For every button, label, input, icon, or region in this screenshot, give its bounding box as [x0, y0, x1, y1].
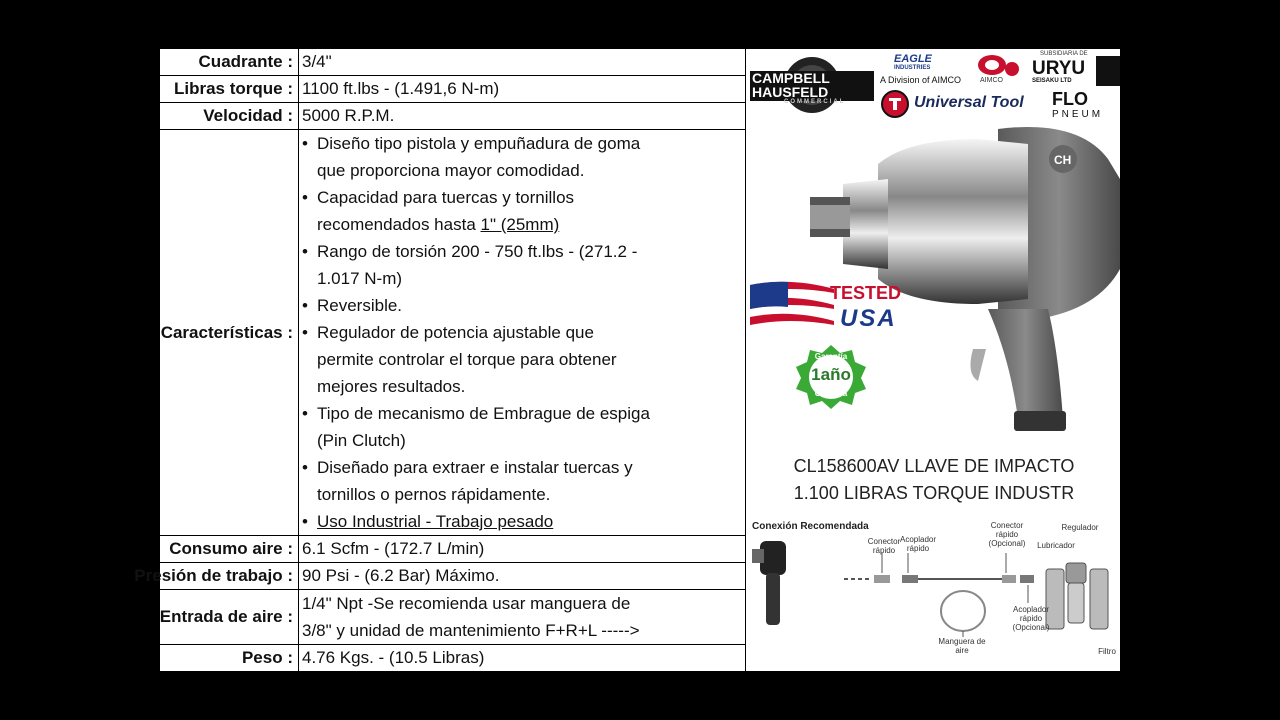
feature-text: (Pin Clutch): [317, 431, 406, 450]
entrada-line2: 3/8" y unidad de mantenimiento F+R+L ----->: [302, 621, 640, 640]
label-libras-torque: Libras torque :: [173, 79, 293, 98]
feature-text: que proporciona mayor comodidad.: [317, 161, 585, 180]
label-acoplador-opcional: Acoplador rápido (Opcional): [1012, 605, 1050, 632]
row-velocidad: [160, 103, 745, 130]
label-velocidad: Velocidad :: [203, 106, 293, 125]
feature-item: [302, 319, 745, 400]
product-title-line1: CL158600AV LLAVE DE IMPACTO: [793, 456, 1075, 476]
feature-text: Rango de torsión 200 - 750 ft.lbs - (271.2 -: [317, 242, 638, 261]
feature-text: Regulador de potencia ajustable que: [317, 323, 594, 342]
label-conector: Conector rápido: [867, 537, 901, 555]
label-cuadrante: Cuadrante :: [198, 52, 293, 71]
feature-text: Diseñado para extraer e instalar tuercas y: [317, 458, 633, 477]
t-logo: [1096, 56, 1120, 86]
tested-usa-badge: TESTED USA: [750, 279, 920, 337]
entrada-line1: 1/4" Npt -Se recomienda usar manguera de: [302, 594, 631, 613]
row-presion: [134, 563, 745, 590]
label-manguera: Manguera de aire: [938, 637, 986, 655]
uryu-logo: SUBSIDIARIA DE URYU SEISAKU LTD: [1032, 51, 1122, 91]
feature-item: [302, 130, 745, 184]
value-velocidad: 5000 R.P.M.: [298, 103, 745, 129]
spec-table: [134, 49, 746, 671]
feature-text: Capacidad para tuercas y tornillos: [317, 188, 575, 207]
feature-item: [302, 184, 745, 238]
label-presion: Presión de trabajo :: [134, 566, 293, 585]
campbell-hausfeld-logo: CAMPBELL HAUSFELD COMMERCIAL: [748, 55, 876, 115]
table-right-border: [745, 49, 746, 671]
row-consumo: [160, 536, 745, 563]
label-lubricador: Lubricador: [1037, 541, 1075, 550]
row-peso: [160, 645, 745, 671]
label-consumo: Consumo aire :: [169, 539, 293, 558]
value-presion: 90 Psi - (6.2 Bar) Máximo.: [298, 563, 745, 589]
product-sheet: [134, 49, 1120, 671]
universal-tool-logo: Universal Tool: [880, 89, 1040, 119]
feature-item: [302, 238, 745, 292]
feature-text: recomendados hasta: [317, 215, 481, 234]
ch-badge-text: CH: [1054, 153, 1072, 167]
warranty-badge: Garantía 1año Garantía: [794, 345, 868, 409]
florida-pneumatic-logo: FLO PNEUM: [1052, 89, 1104, 120]
feature-list: [302, 130, 745, 535]
label-peso: Peso :: [241, 648, 293, 667]
value-cuadrante: 3/4": [298, 49, 745, 75]
row-libras-torque: [160, 76, 745, 103]
value-libras-torque: 1100 ft.lbs - (1.491,6 N-m): [298, 76, 745, 102]
feature-text: Tipo de mecanismo de Embrague de espiga: [317, 404, 650, 423]
connection-diagram: [748, 519, 1120, 671]
value-entrada: [298, 590, 745, 644]
feature-item: [302, 508, 745, 535]
feature-text: Diseño tipo pistola y empuñadura de goma: [317, 134, 641, 153]
row-cuadrante: [160, 49, 745, 76]
feature-text: Uso Industrial - Trabajo pesado: [317, 512, 554, 531]
feature-item: [302, 454, 745, 508]
label-regulador: Regulador: [1061, 523, 1099, 532]
label-caracteristicas: Características :: [160, 323, 293, 342]
feature-text: mejores resultados.: [317, 377, 466, 396]
eagle-logo: EAGLE INDUSTRIES A Division of AIMCO: [880, 53, 962, 85]
aimco-logo: AIMCO: [974, 53, 1014, 89]
feature-text: tornillos o pernos rápidamente.: [317, 485, 551, 504]
value-consumo: 6.1 Scfm - (172.7 L/min): [298, 536, 745, 562]
feature-text: permite controlar el torque para obtener: [317, 350, 617, 369]
value-peso: 4.76 Kgs. - (10.5 Libras): [298, 645, 745, 671]
product-panel: [748, 49, 1120, 671]
row-caracteristicas: [160, 130, 745, 536]
feature-text: 1" (25mm): [480, 215, 560, 234]
label-filtro: Filtro: [1098, 647, 1116, 656]
feature-item: [302, 400, 745, 454]
feature-text: 1.017 N-m): [317, 269, 403, 288]
value-caracteristicas: [298, 130, 745, 535]
feature-item: [302, 292, 745, 319]
diagram-title: Conexión Recomendada: [752, 521, 869, 532]
label-entrada: Entrada de aire :: [159, 607, 293, 626]
label-conector-opcional: Conector rápido (Opcional): [988, 521, 1026, 548]
product-title: [748, 453, 1120, 507]
label-acoplador: Acoplador rápido: [899, 535, 937, 553]
product-title-line2: 1.100 LIBRAS TORQUE INDUSTR: [793, 483, 1075, 503]
row-entrada: [160, 590, 745, 645]
feature-text: Reversible.: [317, 296, 403, 315]
